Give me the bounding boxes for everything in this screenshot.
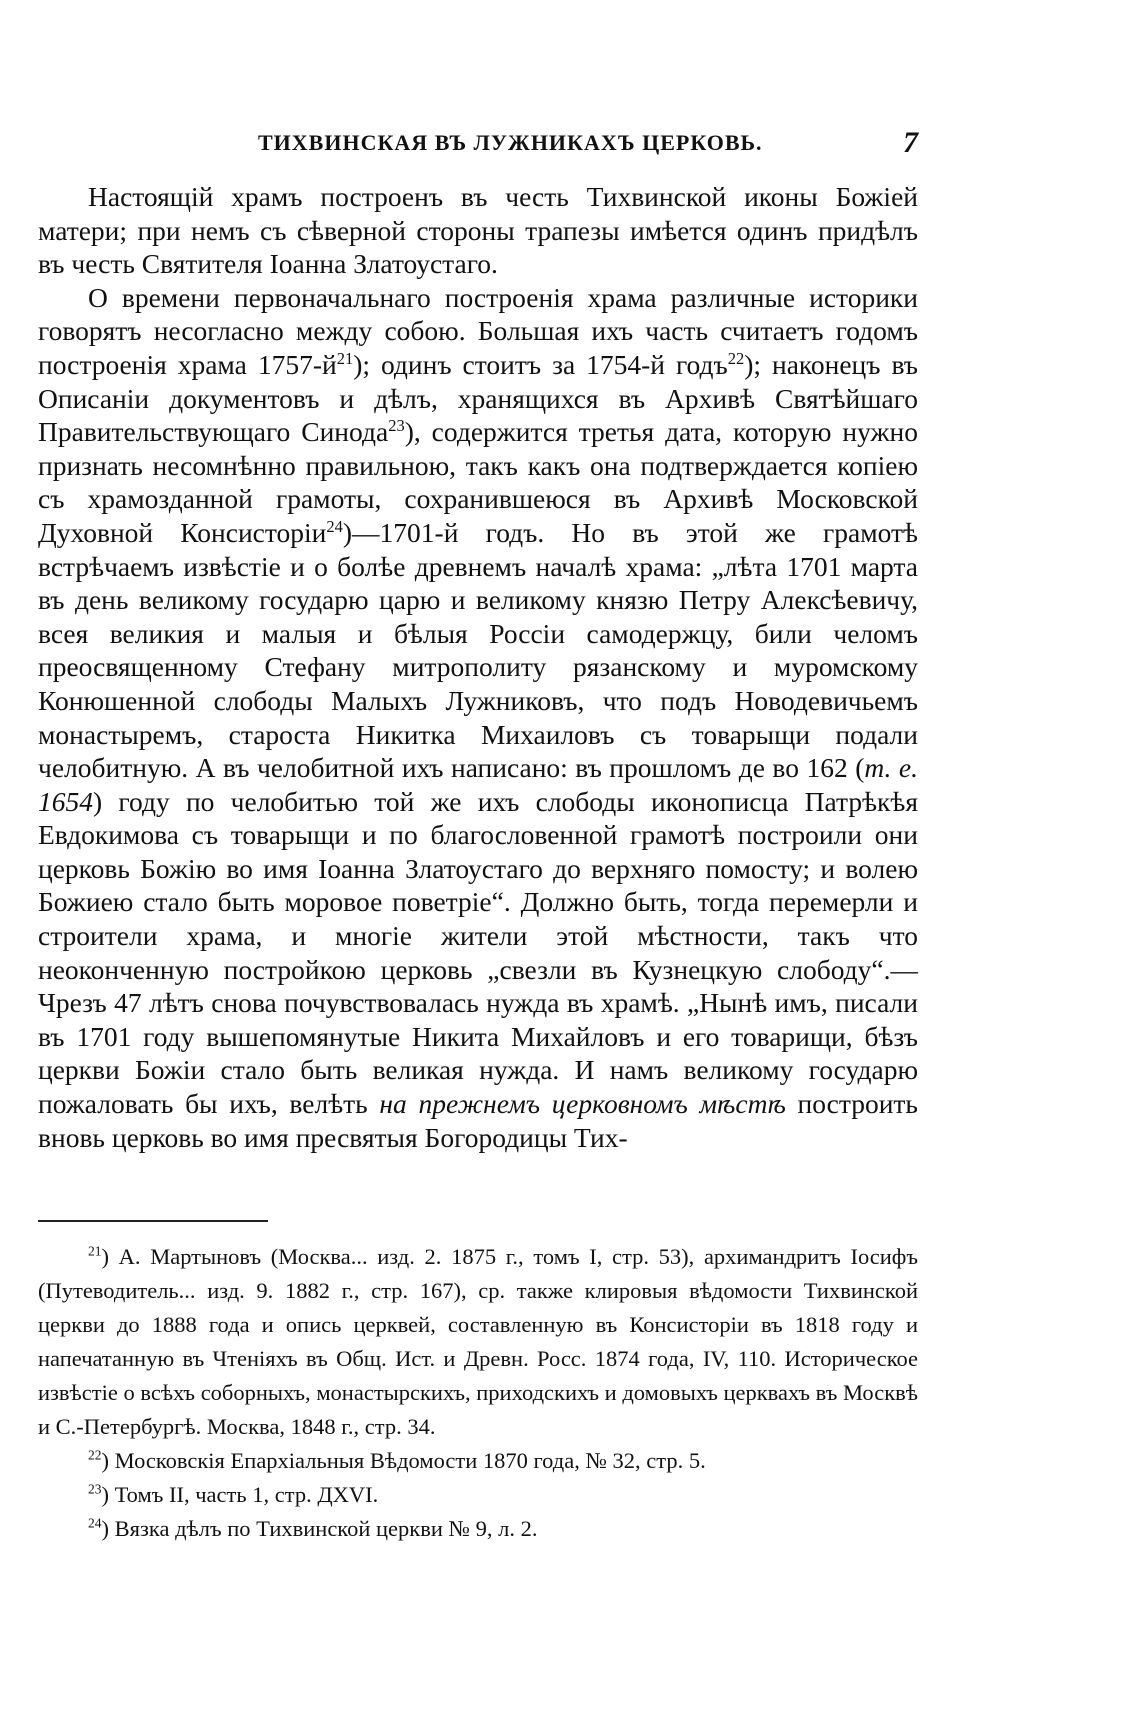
footnote-mark-21: 21	[88, 1243, 102, 1259]
footnote-mark-24: 24	[88, 1515, 102, 1531]
paragraph-2-italic-place: на прежнемъ церковномъ мѣстѣ	[379, 1088, 786, 1120]
paragraph-1: Настоящій храмъ построенъ въ честь Тихвинской иконы Божіей матери; при немъ съ сѣверной стороны трапезы имѣется одинъ придѣлъ въ честь Святителя Іоанна Златоустаго.	[38, 181, 918, 280]
running-title: ТИХВИНСКАЯ ВЪ ЛУЖНИКАХЪ ЦЕРКОВЬ.	[258, 130, 763, 155]
footnote-ref-22[interactable]: 22	[727, 348, 745, 368]
paragraph-2-text-g: построить вновь церковь во имя пресвятыя Богородицы Тих-	[38, 1088, 918, 1153]
footnote-22	[38, 1444, 918, 1478]
paragraph-2-text-e: )—1701-й годъ. Но въ этой же грамотѣ встрѣчаемъ извѣстіе и о болѣе древнемъ началѣ храма: „лѣта 1701 марта въ день великому государю царю и великому князю Петру Алексѣевичу, всея великия и малыя и бѣлыя Россіи самодержцу, били челомъ преосвященному Стефану митрополиту рязанскому и муромскому Конюшенной слободы Малыхъ Лужниковъ, что подъ Новодевичьемъ монастыремъ, староста Никитка Михаиловъ съ товарыщи подали челобитную. А въ челобитной ихъ написано: въ прошломъ де во 162 (	[38, 516, 918, 784]
footnotes	[38, 1240, 918, 1546]
footnote-23-text: ) Томъ II, часть 1, стр. ДХVI.	[101, 1482, 379, 1507]
footnote-21	[38, 1240, 918, 1444]
footnote-divider	[38, 1220, 268, 1222]
paragraph-2-text-d: ), содержится третья дата, которую нужно признать несомнѣнно правильною, такъ какъ она подтверждается копіею съ храмозданной грамоты, сохранившеюся въ Архивѣ Московской Духовной Консисторіи	[38, 416, 918, 548]
footnote-23	[38, 1478, 918, 1512]
main-text	[38, 180, 918, 1154]
paragraph-2-text-a: О времени первоначальнаго построенія храма различные историки говорятъ несогласно между собою. Большая ихъ часть считаетъ годомъ построенія храма 1757-й	[38, 281, 918, 380]
footnote-22-text: ) Московскія Епархіальныя Вѣдомости 1870 года, № 32, стр. 5.	[101, 1448, 706, 1473]
footnote-ref-24[interactable]: 24	[326, 516, 343, 536]
footnote-21-text: ) А. Мартыновъ (Москва... изд. 2. 1875 г., томъ I, стр. 53), архимандритъ Іосифъ (Путеводитель... изд. 9. 1882 г., стр. 167), ср. также клировыя вѣдомости Тихвинской церкви до 1888 года и опись церквей, составленную въ Консисторіи въ 1818 году и напечатанную въ Чтеніяхъ въ Общ. Ист. и Древн. Росс. 1874 года, IV, 110. Историческое извѣстіе о всѣхъ соборныхъ, монастырскихъ, приходскихъ и домовыхъ церквахъ въ Москвѣ и С.-Петербургѣ. Москва, 1848 г., стр. 34.	[38, 1244, 918, 1439]
paragraph-2	[38, 281, 918, 1154]
paragraph-2-text-c: ); наконецъ въ Описаніи документовъ и дѣлъ, хранящихся въ Архивѣ Святѣйшаго Правительствующаго Синода	[38, 348, 918, 448]
footnote-mark-22: 22	[88, 1447, 102, 1463]
paragraph-2-text-b: ); одинъ стоитъ за 1754-й годъ	[353, 348, 728, 380]
footnote-24-text: ) Вязка дѣлъ по Тихвинской церкви № 9, л. 2.	[101, 1516, 538, 1541]
page-number: 7	[903, 126, 918, 159]
running-head	[38, 126, 918, 164]
paragraph-2-text-f: ) году по челобитью той же ихъ слободы иконописца Патрѣкѣя Евдокимова съ товарыщи и по благословенной грамотѣ построили они церковь Божію во имя Іоанна Златоустаго до верхняго помосту; и волею Божиею стало быть моровое поветріе“. Должно быть, тогда перемерли и строители храма, и многіе жители этой мѣстности, такъ что неоконченную постройкою церковь „свезли въ Кузнецкую слободу“.—Чрезъ 47 лѣтъ снова почувствовалась нужда въ храмѣ. „Нынѣ имъ, писали въ 1701 году вышепомянутые Никита Михайловъ и его товарищи, бѣзъ церкви Божіи стало быть великая нужда. И намъ великому государю пожаловать бы ихъ, велѣть	[38, 785, 918, 1120]
footnote-mark-23: 23	[88, 1481, 102, 1497]
footnote-24	[38, 1512, 918, 1546]
footnote-ref-23[interactable]: 23	[388, 416, 405, 435]
footnote-ref-21[interactable]: 21	[336, 348, 354, 368]
paragraph-2-italic-date: т. е. 1654	[38, 752, 918, 817]
